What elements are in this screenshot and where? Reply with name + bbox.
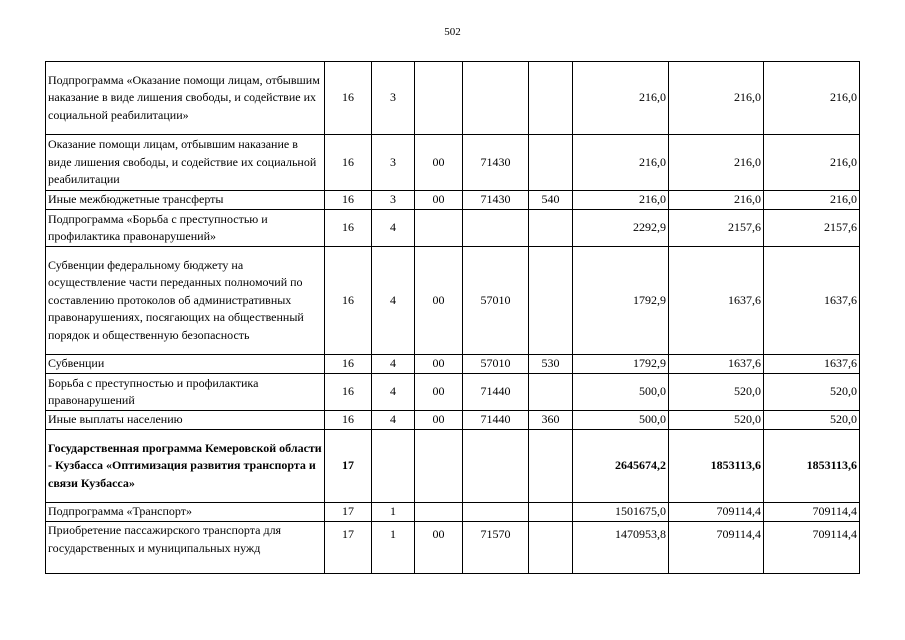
row-year3-amount: 1637,6 [764, 247, 860, 355]
row-gp-code: 16 [325, 191, 372, 210]
row-expense-code [463, 503, 529, 522]
row-year2-amount: 2157,6 [669, 210, 764, 247]
row-year2-amount: 216,0 [669, 135, 764, 191]
row-dir-code [415, 210, 463, 247]
row-dir-code: 00 [415, 522, 463, 574]
row-name: Субвенции федеральному бюджету на осуществление части переданных полномочий по составлению протоколов об административных правонарушениях, посягающих на общественный порядок и общественную безопасность [46, 247, 325, 355]
row-gp-code: 16 [325, 210, 372, 247]
row-pp-code: 4 [372, 355, 415, 374]
row-vr-code [529, 430, 573, 503]
row-year2-amount: 1637,6 [669, 247, 764, 355]
row-gp-code: 16 [325, 135, 372, 191]
row-year3-amount: 520,0 [764, 374, 860, 411]
row-pp-code: 3 [372, 62, 415, 135]
row-year1-amount: 216,0 [573, 62, 669, 135]
row-dir-code: 00 [415, 191, 463, 210]
table-row [46, 374, 860, 411]
table-row [46, 503, 860, 522]
row-dir-code [415, 62, 463, 135]
row-dir-code: 00 [415, 355, 463, 374]
row-pp-code: 4 [372, 374, 415, 411]
table-row [46, 62, 860, 135]
row-gp-code: 16 [325, 355, 372, 374]
row-gp-code: 17 [325, 503, 372, 522]
row-pp-code: 3 [372, 191, 415, 210]
row-name: Иные выплаты населению [46, 411, 325, 430]
row-year1-amount: 1792,9 [573, 355, 669, 374]
row-year3-amount: 709114,4 [764, 522, 860, 574]
row-gp-code: 17 [325, 430, 372, 503]
row-gp-code: 16 [325, 247, 372, 355]
row-year3-amount: 709114,4 [764, 503, 860, 522]
row-expense-code [463, 62, 529, 135]
row-pp-code: 4 [372, 210, 415, 247]
row-year3-amount: 2157,6 [764, 210, 860, 247]
row-dir-code: 00 [415, 247, 463, 355]
row-name: Борьба с преступностью и профилактика правонарушений [46, 374, 325, 411]
row-pp-code: 3 [372, 135, 415, 191]
row-year1-amount: 1501675,0 [573, 503, 669, 522]
row-vr-code: 540 [529, 191, 573, 210]
table-row [46, 355, 860, 374]
row-year3-amount: 1637,6 [764, 355, 860, 374]
row-dir-code [415, 503, 463, 522]
row-year2-amount: 216,0 [669, 62, 764, 135]
row-year2-amount: 709114,4 [669, 522, 764, 574]
page-number: 502 [444, 26, 461, 38]
row-year1-amount: 1470953,8 [573, 522, 669, 574]
row-name: Приобретение пассажирского транспорта для государственных и муниципальных нужд [46, 522, 325, 574]
row-vr-code: 530 [529, 355, 573, 374]
row-vr-code [529, 210, 573, 247]
row-gp-code: 16 [325, 62, 372, 135]
row-year3-amount: 216,0 [764, 191, 860, 210]
budget-table-body [46, 62, 860, 574]
row-expense-code: 71430 [463, 191, 529, 210]
row-vr-code [529, 135, 573, 191]
table-row [46, 411, 860, 430]
row-year2-amount: 520,0 [669, 411, 764, 430]
row-name: Подпрограмма «Борьба с преступностью и профилактика правонарушений» [46, 210, 325, 247]
table-row [46, 247, 860, 355]
row-vr-code [529, 503, 573, 522]
row-expense-code [463, 430, 529, 503]
row-vr-code [529, 247, 573, 355]
row-year1-amount: 216,0 [573, 191, 669, 210]
row-vr-code [529, 62, 573, 135]
table-row [46, 135, 860, 191]
row-pp-code [372, 430, 415, 503]
row-expense-code: 71440 [463, 411, 529, 430]
row-year1-amount: 2292,9 [573, 210, 669, 247]
row-pp-code: 1 [372, 503, 415, 522]
row-gp-code: 16 [325, 374, 372, 411]
row-year2-amount: 1637,6 [669, 355, 764, 374]
row-year1-amount: 500,0 [573, 374, 669, 411]
row-gp-code: 16 [325, 411, 372, 430]
row-year1-amount: 216,0 [573, 135, 669, 191]
table-row [46, 522, 860, 574]
row-expense-code: 57010 [463, 247, 529, 355]
row-expense-code: 71430 [463, 135, 529, 191]
row-expense-code [463, 210, 529, 247]
row-year3-amount: 216,0 [764, 135, 860, 191]
row-year1-amount: 1792,9 [573, 247, 669, 355]
row-dir-code [415, 430, 463, 503]
row-vr-code: 360 [529, 411, 573, 430]
row-pp-code: 4 [372, 411, 415, 430]
table-row [46, 210, 860, 247]
row-vr-code [529, 522, 573, 574]
row-year2-amount: 1853113,6 [669, 430, 764, 503]
row-expense-code: 57010 [463, 355, 529, 374]
row-expense-code: 71570 [463, 522, 529, 574]
row-year3-amount: 520,0 [764, 411, 860, 430]
row-name: Подпрограмма «Оказание помощи лицам, отбывшим наказание в виде лишения свободы, и содействие их социальной реабилитации» [46, 62, 325, 135]
row-dir-code: 00 [415, 411, 463, 430]
row-year2-amount: 709114,4 [669, 503, 764, 522]
row-name: Подпрограмма «Транспорт» [46, 503, 325, 522]
row-year3-amount: 216,0 [764, 62, 860, 135]
row-gp-code: 17 [325, 522, 372, 574]
row-year2-amount: 216,0 [669, 191, 764, 210]
table-row [46, 191, 860, 210]
row-year2-amount: 520,0 [669, 374, 764, 411]
row-expense-code: 71440 [463, 374, 529, 411]
row-dir-code: 00 [415, 374, 463, 411]
row-dir-code: 00 [415, 135, 463, 191]
row-name: Оказание помощи лицам, отбывшим наказание в виде лишения свободы, и содействие их социальной реабилитации [46, 135, 325, 191]
row-name: Субвенции [46, 355, 325, 374]
row-pp-code: 1 [372, 522, 415, 574]
row-vr-code [529, 374, 573, 411]
row-year1-amount: 500,0 [573, 411, 669, 430]
table-row [46, 430, 860, 503]
row-pp-code: 4 [372, 247, 415, 355]
row-name: Государственная программа Кемеровской области - Кузбасса «Оптимизация развития транспорта и связи Кузбасса» [46, 430, 325, 503]
row-year1-amount: 2645674,2 [573, 430, 669, 503]
row-year3-amount: 1853113,6 [764, 430, 860, 503]
row-name: Иные межбюджетные трансферты [46, 191, 325, 210]
budget-table [45, 61, 860, 574]
